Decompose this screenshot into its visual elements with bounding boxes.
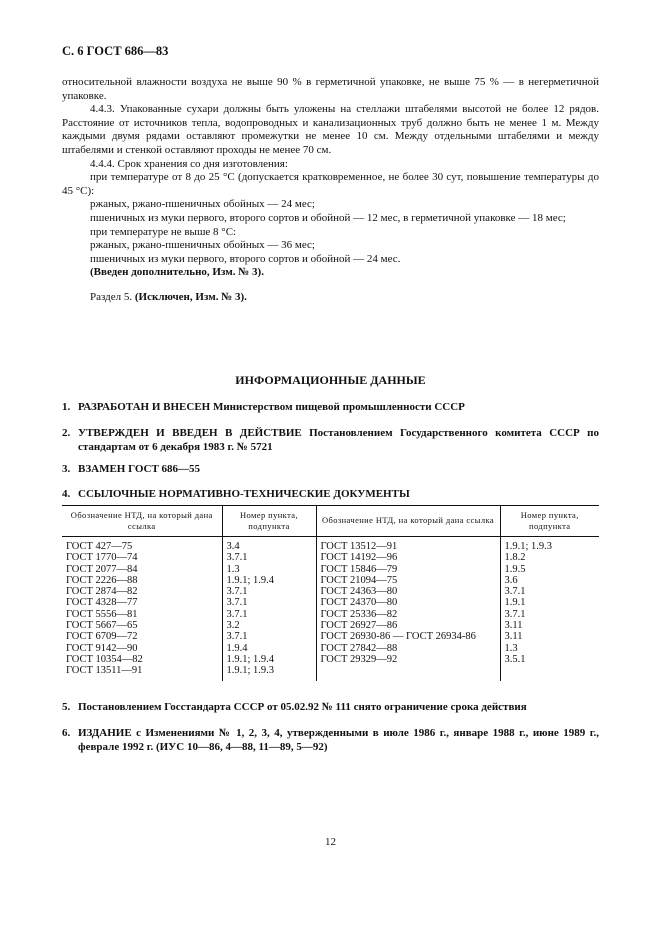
info-item-3 [62, 463, 599, 477]
page-number: 12 [325, 836, 336, 848]
clause-number-cell: 1.9.1; 1.9.3 [222, 665, 316, 680]
clause-number-cell: 1.9.4 [222, 643, 316, 654]
clause-number-cell [500, 665, 599, 680]
paragraph-wheat-24: пшеничных из муки первого, второго сортов и обойной — 24 мес. [90, 252, 401, 265]
paragraph-temperature-range: при температуре от 8 до 25 °С (допускается кратковременное, не более 30 сут, повышение температуры до 45 °С): [62, 171, 599, 197]
clause-number-cell: 1.8.2 [500, 552, 599, 563]
info-item-text: УТВЕРЖДЕН И ВВЕДЕН В ДЕЙСТВИЕ Постановлением Государственного комитета СССР по стандартам от 6 декабря 1983 г. № 5721 [78, 427, 599, 453]
table-row [62, 609, 599, 620]
ntd-designation-cell: ГОСТ 2874—82 [66, 586, 138, 598]
clause-number-cell: 3.7.1 [222, 609, 316, 620]
ntd-designation-cell: ГОСТ 27842—88 [316, 643, 500, 654]
table-body [62, 537, 599, 681]
ntd-designation-cell: ГОСТ 21094—75 [316, 575, 500, 586]
clause-number-cell: 3.7.1 [500, 586, 599, 597]
ntd-designation-cell: ГОСТ 2226—88 [66, 574, 138, 586]
paragraph-humidity: относительной влажности воздуха не выше 90 % в герметичной упаковке, не выше 75 % — в негерметичной упаковке. [62, 76, 599, 102]
paragraph-4-4-3: 4.4.3. Упакованные сухари должны быть уложены на стеллажи штабелями высотой не более 12 рядов. Расстояние от источников тепла, водопроводных и канализационных труб должно быть не менее 1 м. Между каждыми двумя рядами оставляют промежутки не менее 10 см. Между отдельными штабелями и между штабелями и стенкой оставляют проходы не менее 70 см. [62, 103, 599, 156]
clause-number-cell: 3.7.1 [222, 631, 316, 642]
page-header: С. 6 ГОСТ 686—83 [62, 44, 169, 58]
info-item-number: 5. [62, 701, 71, 713]
clause-number-cell: 1.3 [500, 643, 599, 654]
clause-number-cell: 1.9.1; 1.9.3 [500, 537, 599, 553]
clause-number-cell: 3.7.1 [222, 597, 316, 608]
info-item-text: РАЗРАБОТАН И ВНЕСЕН Министерством пищевой промышленности СССР [78, 401, 465, 413]
clause-number-cell: 3.4 [222, 537, 316, 553]
paragraph-rye-24: ржаных, ржано-пшеничных обойных — 24 мес; [90, 198, 315, 211]
paragraph-4-4-4: 4.4.4. Срок хранения со дня изготовления: [90, 157, 288, 170]
paragraph-wheat-12: пшеничных из муки первого, второго сортов и обойной — 12 мес, в герметичной упаковке — 18 мес; [90, 211, 566, 224]
clause-number-cell: 3.6 [500, 575, 599, 586]
clause-number-cell: 1.9.1; 1.9.4 [222, 575, 316, 586]
ntd-designation-cell: ГОСТ 15846—79 [316, 564, 500, 575]
body-text [62, 76, 599, 305]
clause-number-cell: 3.11 [500, 620, 599, 631]
info-item-4 [62, 488, 599, 502]
ntd-designation-cell: ГОСТ 13512—91 [316, 537, 500, 553]
clause-number-cell: 3.11 [500, 631, 599, 642]
table-row [62, 564, 599, 575]
table-row [62, 537, 599, 553]
section5-note [62, 291, 599, 305]
section5-excluded: (Исключен, Изм. № 3). [134, 290, 247, 303]
table-row [62, 665, 599, 680]
ntd-designation-cell: ГОСТ 1770—74 [66, 552, 138, 564]
info-item-number: 6. [62, 727, 71, 739]
clause-number-cell: 3.7.1 [222, 552, 316, 563]
ntd-designation-cell: ГОСТ 25336—82 [316, 609, 500, 620]
info-item-number: 1. [62, 401, 71, 413]
info-item-2 [62, 427, 599, 454]
table-row [62, 643, 599, 654]
ntd-designation-cell: ГОСТ 24370—80 [316, 597, 500, 608]
column-header: Номер пункта, подпункта [222, 506, 316, 537]
info-item-6 [62, 727, 599, 754]
paragraph-rye-36: ржаных, ржано-пшеничных обойных — 36 мес; [90, 239, 315, 252]
paragraph-temperature-8: при температуре не выше 8 °С: [90, 225, 237, 238]
column-header: Обозначение НТД, на который дана ссылка [62, 506, 222, 537]
ntd-designation-cell: ГОСТ 4328—77 [66, 597, 138, 609]
clause-number-cell: 3.7.1 [222, 586, 316, 597]
info-item-text: ВЗАМЕН ГОСТ 686—55 [78, 463, 201, 475]
info-item-text: ССЫЛОЧНЫЕ НОРМАТИВНО-ТЕХНИЧЕСКИЕ ДОКУМЕНТЫ [78, 488, 410, 500]
ntd-designation-cell: ГОСТ 2077—84 [66, 563, 138, 575]
ntd-designation-cell: ГОСТ 13511—91 [66, 665, 143, 677]
clause-number-cell: 3.2 [222, 620, 316, 631]
table-row [62, 654, 599, 665]
ntd-designation-cell: ГОСТ 14192—96 [316, 552, 500, 563]
clause-number-cell: 1.9.1 [500, 597, 599, 608]
section5-prefix: Раздел 5. [90, 290, 133, 303]
ntd-designation-cell: ГОСТ 6709—72 [66, 631, 138, 643]
table-header-row [62, 506, 599, 537]
ntd-designation-cell: ГОСТ 29329—92 [316, 654, 500, 665]
amendment-note: (Введен дополнительно, Изм. № 3). [90, 266, 264, 279]
ntd-designation-cell: ГОСТ 10354—82 [66, 653, 143, 665]
ntd-designation-cell: ГОСТ 26930-86 — ГОСТ 26934-86 [316, 631, 500, 642]
ntd-designation-cell: ГОСТ 427—75 [66, 541, 133, 552]
ntd-designation-cell: ГОСТ 24363—80 [316, 586, 500, 597]
info-item-1 [62, 401, 599, 415]
table-row [62, 620, 599, 631]
table-row [62, 552, 599, 563]
column-header: Номер пункта, подпункта [500, 506, 599, 537]
clause-number-cell: 3.7.1 [500, 609, 599, 620]
column-header: Обозначение НТД, на который дана ссылка [316, 506, 500, 537]
table-row [62, 597, 599, 608]
info-item-number: 2. [62, 427, 71, 439]
reference-documents-table [62, 505, 599, 681]
clause-number-cell: 3.5.1 [500, 654, 599, 665]
table-row [62, 575, 599, 586]
ntd-designation-cell: ГОСТ 5667—65 [66, 620, 138, 632]
clause-number-cell: 1.3 [222, 564, 316, 575]
info-item-number: 4. [62, 488, 71, 500]
ntd-designation-cell: ГОСТ 26927—86 [316, 620, 500, 631]
info-item-text: Постановлением Госстандарта СССР от 05.02.92 № 111 снято ограничение срока действия [78, 701, 527, 713]
clause-number-cell: 1.9.1; 1.9.4 [222, 654, 316, 665]
info-item-5 [62, 701, 599, 715]
info-item-number: 3. [62, 463, 71, 475]
ntd-designation-cell: ГОСТ 9142—90 [66, 642, 138, 654]
info-title: ИНФОРМАЦИОННЫЕ ДАННЫЕ [235, 373, 426, 387]
table-row [62, 631, 599, 642]
info-item-text: ИЗДАНИЕ с Изменениями № 1, 2, 3, 4, утвержденными в июле 1986 г., январе 1988 г., июне 1989 г., феврале 1992 г. (ИУС 10—86, 4—88, 11—89, 5—92) [78, 727, 599, 753]
clause-number-cell: 1.9.5 [500, 564, 599, 575]
ntd-designation-cell [316, 665, 500, 680]
ntd-designation-cell: ГОСТ 5556—81 [66, 608, 138, 620]
table-row [62, 586, 599, 597]
